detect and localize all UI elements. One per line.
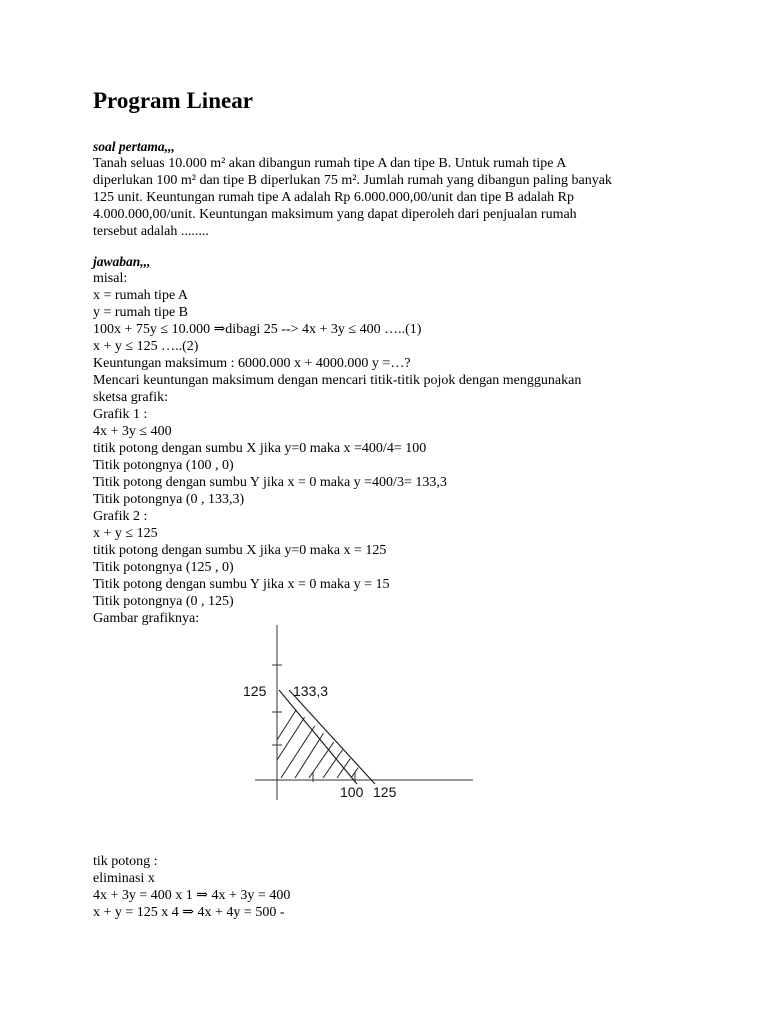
answer-line: titik potong dengan sumbu X jika y=0 maka x = 125 (93, 543, 387, 558)
question-line: Tanah seluas 10.000 m² akan dibangun rumah tipe A dan tipe B. Untuk rumah tipe A (93, 156, 567, 171)
question-line: tersebut adalah ........ (93, 224, 209, 239)
line-x-y-125 (289, 690, 375, 784)
answer-line: titik potong dengan sumbu X jika y=0 maka x =400/4= 100 (93, 441, 427, 456)
answer-line: misal: (93, 271, 128, 286)
x-label-125: 125 (373, 784, 397, 800)
answer-line: y = rumah tipe B (93, 305, 188, 320)
answer-line: 100x + 75y ≤ 10.000 ⇒dibagi 25 --> 4x + 3y ≤ 400 …..(1) (93, 322, 422, 337)
question-block (93, 138, 612, 240)
answer-line: Gambar grafiknya: (93, 611, 200, 626)
line-4x-3y-400 (279, 690, 357, 784)
answer-line: Titik potongnya (100 , 0) (93, 458, 234, 473)
answer-line: Grafik 2 : (93, 509, 148, 524)
answer-line: 4x + 3y ≤ 400 (93, 424, 172, 439)
answer-line: Titik potongnya (0 , 133,3) (93, 492, 245, 507)
question-line: 4.000.000,00/unit. Keuntungan maksimum yang dapat diperoleh dari penjualan rumah (93, 207, 577, 222)
elimination-line: tik potong : (93, 854, 158, 869)
answer-line: Titik potong dengan sumbu Y jika x = 0 maka y =400/3= 133,3 (93, 475, 447, 490)
answer-line: Titik potongnya (0 , 125) (93, 594, 234, 609)
answer-heading: jawaban,,, (93, 254, 151, 269)
answer-line: sketsa grafik: (93, 390, 169, 405)
question-line: 125 unit. Keuntungan rumah tipe A adalah Rp 6.000.000,00/unit dan tipe B adalah Rp (93, 190, 574, 205)
elimination-line: 4x + 3y = 400 x 1 ⇒ 4x + 3y = 400 (93, 888, 291, 903)
elimination-block (93, 853, 290, 921)
answer-line: x + y ≤ 125 …..(2) (93, 339, 199, 354)
answer-line: Keuntungan maksimum : 6000.000 x + 4000.000 y =…? (93, 356, 411, 371)
y-label-133-3: 133,3 (293, 683, 329, 699)
answer-line: Grafik 1 : (93, 407, 148, 422)
elimination-line: eliminasi x (93, 871, 155, 886)
y-label-125: 125 (243, 683, 267, 699)
answer-line: Titik potong dengan sumbu Y jika x = 0 maka y = 15 (93, 577, 390, 592)
answer-line: Mencari keuntungan maksimum dengan mencari titik-titik pojok dengan menggunakan (93, 373, 582, 388)
page-title: Program Linear (93, 88, 253, 113)
elimination-line: x + y = 125 x 4 ⇒ 4x + 4y = 500 - (93, 905, 285, 920)
x-label-100: 100 (340, 784, 364, 800)
answer-block (93, 253, 581, 627)
answer-line: x = rumah tipe A (93, 288, 188, 303)
feasible-region-graph (233, 620, 483, 805)
answer-line: x + y ≤ 125 (93, 526, 158, 541)
question-line: diperlukan 100 m² dan tipe B diperlukan 75 m². Jumlah rumah yang dibangun paling banyak (93, 173, 612, 188)
question-heading: soal pertama,,, (93, 139, 175, 154)
answer-line: Titik potongnya (125 , 0) (93, 560, 234, 575)
